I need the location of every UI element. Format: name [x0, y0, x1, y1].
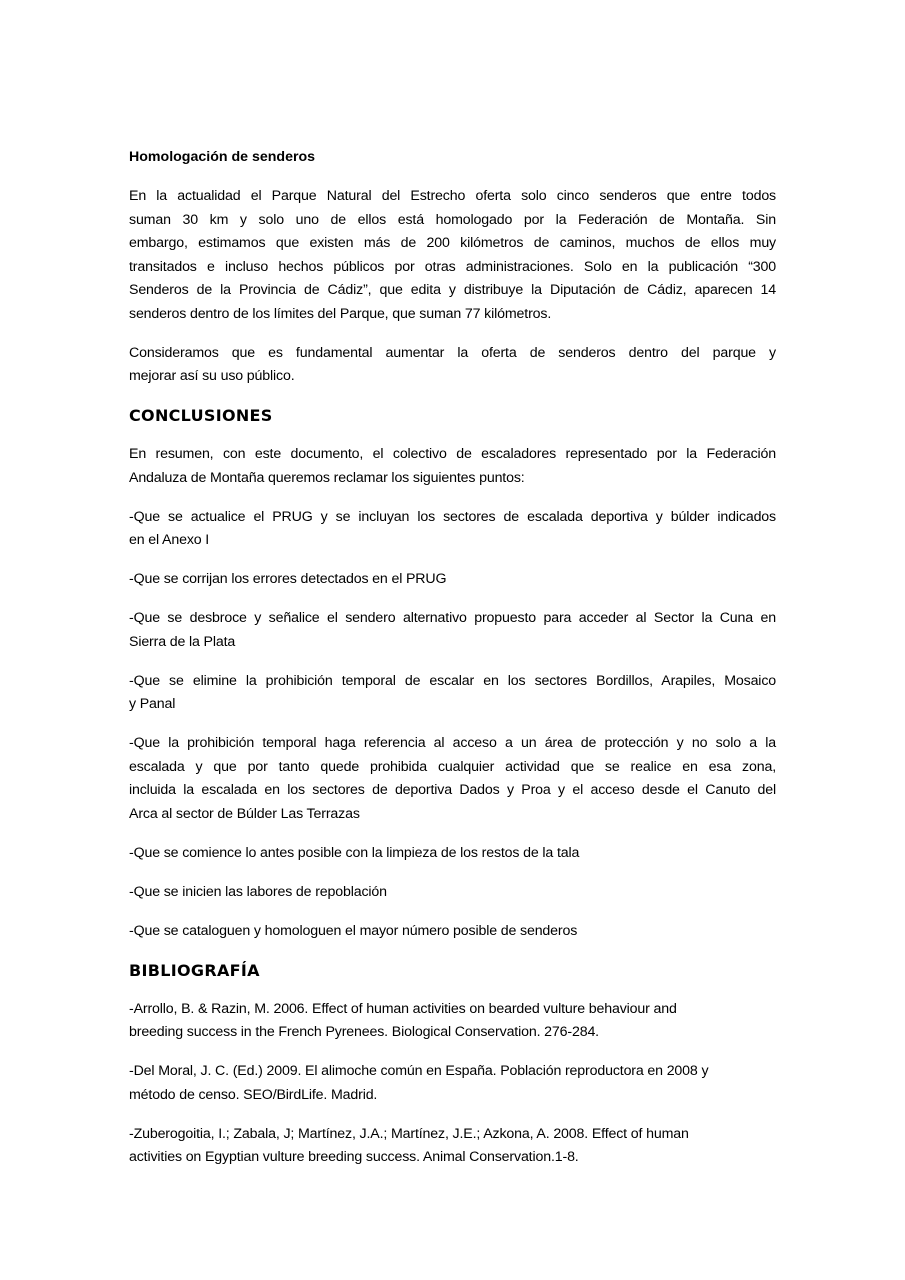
text-line: Consideramos que es fundamental aumentar la oferta de senderos dentro del parque y — [129, 344, 776, 361]
text-line: -Que se elimine la prohibición temporal de escalar en los sectores Bordillos, Arapiles, Mosaico — [129, 672, 776, 689]
paragraph — [129, 920, 776, 944]
text-line: -Que se corrijan los errores detectados en el PRUG — [129, 571, 447, 587]
paragraph — [129, 506, 776, 553]
paragraph — [129, 443, 776, 490]
paragraph — [129, 670, 776, 717]
text-line: -Que se desbroce y señalice el sendero alternativo propuesto para acceder al Sector la Cuna en — [129, 610, 776, 626]
text-line: en el Anexo I — [129, 532, 210, 548]
text-line: -Que se inicien las labores de repoblación — [129, 883, 387, 900]
text-line: -Del Moral, J. C. (Ed.) 2009. El alimoche común en España. Población reproductora en 2008 y — [129, 1063, 709, 1079]
document-page — [129, 146, 776, 1185]
section-heading: BIBLIOGRAFÍA — [129, 960, 260, 980]
paragraph — [129, 732, 776, 826]
text-line: Senderos de la Provincia de Cádiz”, que edita y distribuye la Diputación de Cádiz, aparecen 14 — [129, 282, 776, 298]
text-line: método de censo. SEO/BirdLife. Madrid. — [129, 1086, 378, 1103]
text-line: activities on Egyptian vulture breeding success. Animal Conservation.1-8. — [129, 1149, 579, 1165]
text-line: -Que se comience lo antes posible con la limpieza de los restos de la tala — [129, 844, 580, 861]
text-line: -Zuberogoitia, I.; Zabala, J; Martínez, J.A.; Martínez, J.E.; Azkona, A. 2008. Effect of human — [129, 1125, 689, 1142]
text-line: incluida la escalada en los sectores de deportiva Dados y Proa y el acceso desde el Canuto del — [129, 782, 776, 798]
paragraph — [129, 185, 776, 326]
text-line: -Que la prohibición temporal haga referencia al acceso a un área de protección y no solo a la — [129, 735, 776, 751]
text-line: Arca al sector de Búlder Las Terrazas — [129, 805, 360, 822]
paragraph — [129, 881, 776, 905]
paragraph — [129, 1060, 776, 1107]
subsection-heading: Homologación de senderos — [129, 149, 316, 165]
text-line: senderos dentro de los límites del Parque, que suman 77 kilómetros. — [129, 305, 552, 322]
text-line: -Arrollo, B. & Razin, M. 2006. Effect of human activities on bearded vulture behaviour and — [129, 1000, 677, 1017]
text-line: En la actualidad el Parque Natural del Estrecho oferta solo cinco senderos que entre todos — [129, 188, 776, 204]
text-line: -Que se actualice el PRUG y se incluyan los sectores de escalada deportiva y búlder indicados — [129, 508, 776, 525]
paragraph — [129, 998, 776, 1045]
paragraph — [129, 607, 776, 654]
text-line: escalada y que por tanto quede prohibida cualquier actividad que se realice en esa zona, — [129, 758, 776, 775]
text-line: mejorar así su uso público. — [129, 368, 295, 384]
text-line: Andaluza de Montaña queremos reclamar los siguientes puntos: — [129, 469, 525, 486]
text-line: embargo, estimamos que existen más de 200 kilómetros de caminos, muchos de ellos muy — [129, 235, 776, 251]
text-line: suman 30 km y solo uno de ellos está homologado por la Federación de Montaña. Sin — [129, 211, 776, 228]
section-heading: CONCLUSIONES — [129, 406, 273, 425]
text-line: -Que se cataloguen y homologuen el mayor número posible de senderos — [129, 922, 578, 939]
text-line: y Panal — [129, 696, 176, 712]
paragraph — [129, 568, 776, 592]
paragraph — [129, 842, 776, 866]
text-line: En resumen, con este documento, el colectivo de escaladores representado por la Federación — [129, 446, 776, 462]
text-line: breeding success in the French Pyrenees. Biological Conservation. 276-284. — [129, 1024, 599, 1040]
text-line: transitados e incluso hechos públicos por otras administraciones. Solo en la publicación “300 — [129, 258, 776, 275]
paragraph — [129, 342, 776, 389]
paragraph — [129, 1123, 776, 1170]
text-line: Sierra de la Plata — [129, 633, 236, 650]
